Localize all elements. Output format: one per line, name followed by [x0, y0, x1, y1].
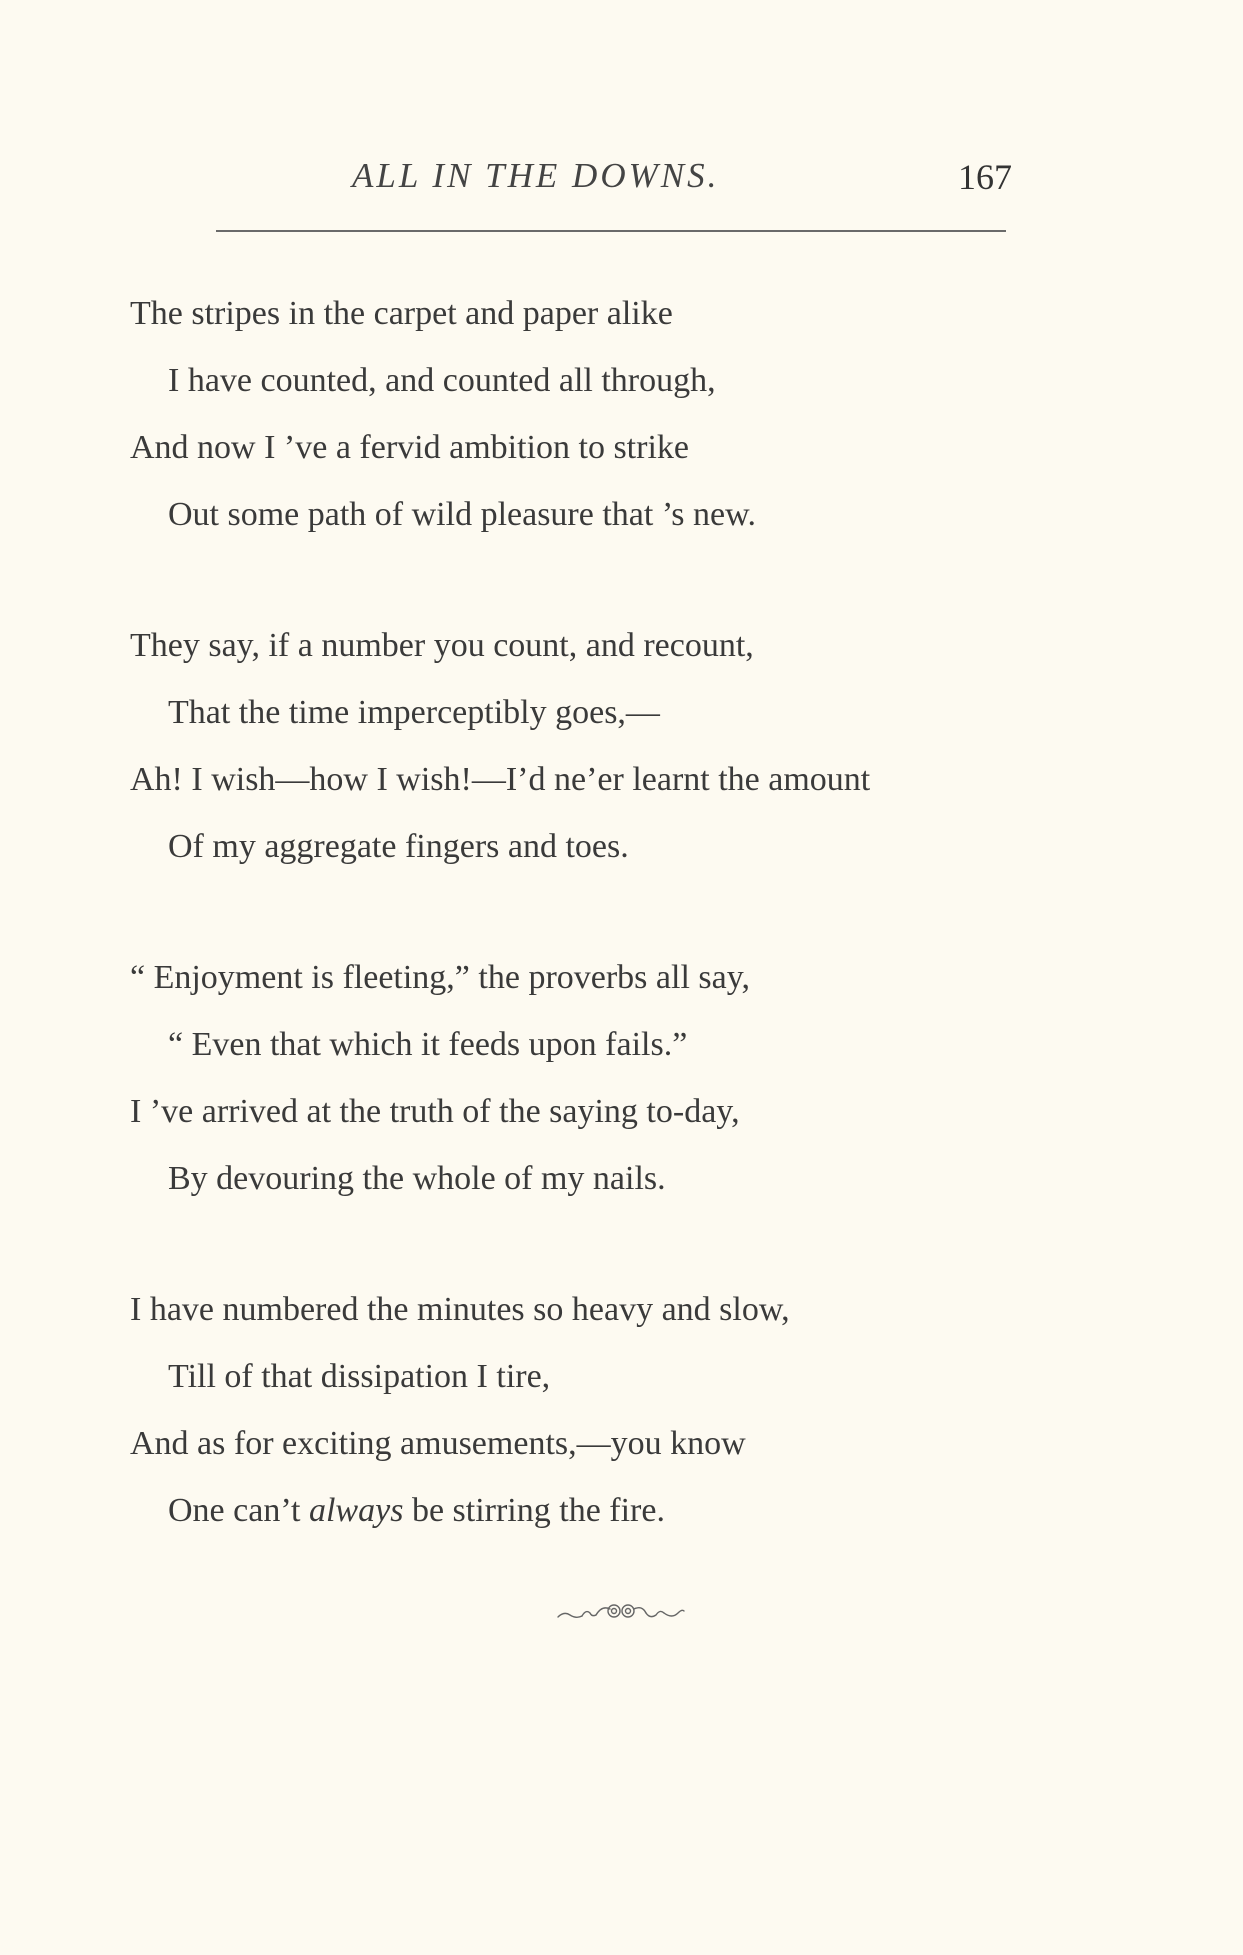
running-head	[0, 150, 1243, 200]
poem	[0, 280, 1243, 1608]
poem-line: The stripes in the carpet and paper alike	[130, 295, 673, 332]
poem-line: By devouring the whole of my nails.	[168, 1160, 666, 1197]
poem-line: “ Even that which it feeds upon fails.”	[168, 1026, 688, 1063]
stanza-1	[0, 280, 1243, 548]
poem-line: That the time imperceptibly goes,—	[168, 694, 660, 731]
page-number: 167	[958, 157, 1012, 197]
poem-line: And now I ’ve a fervid ambition to strike	[130, 429, 689, 466]
emphasized-word: always	[308, 1492, 404, 1529]
running-title: ALL IN THE DOWNS.	[352, 156, 720, 195]
header-rule	[216, 230, 1006, 232]
line-text: One can’t	[168, 1492, 309, 1529]
poem-line: Till of that dissipation I tire,	[168, 1358, 551, 1395]
poem-line: I have counted, and counted all through,	[168, 362, 716, 399]
poem-line: And as for exciting amusements,—you know	[130, 1425, 746, 1462]
stanza-2	[0, 612, 1243, 880]
poem-line: “ Enjoyment is fleeting,” the proverbs all say,	[130, 959, 751, 996]
stanza-3	[0, 944, 1243, 1212]
tailpiece-ornament-icon	[556, 1597, 686, 1625]
poem-line: Ah! I wish—how I wish!—I’d ne’er learnt the amount	[130, 761, 871, 798]
poem-line: They say, if a number you count, and recount,	[130, 627, 754, 664]
poem-line: I ’ve arrived at the truth of the saying to-day,	[130, 1093, 740, 1130]
poem-line: I have numbered the minutes so heavy and slow,	[130, 1291, 790, 1328]
poem-line: Out some path of wild pleasure that ’s new.	[168, 496, 756, 533]
line-text: be stirring the fire.	[403, 1492, 665, 1529]
poem-line-last	[0, 1477, 1243, 1544]
poem-line: Of my aggregate fingers and toes.	[168, 828, 629, 865]
stanza-4	[0, 1276, 1243, 1544]
